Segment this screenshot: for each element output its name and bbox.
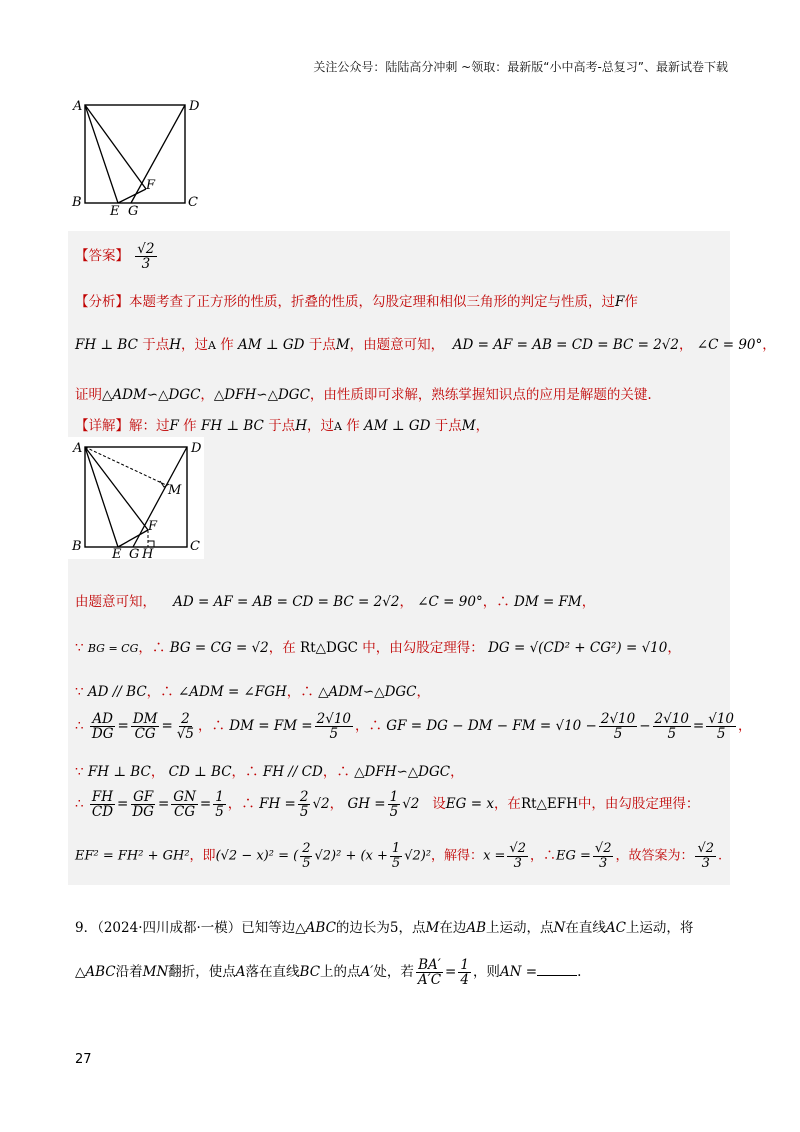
text: ，则 xyxy=(472,964,500,981)
text: 上运动，点 xyxy=(486,920,554,936)
fraction: $\frac{AD}{DG}$ xyxy=(91,711,114,743)
math: √2)² + (x + xyxy=(314,848,388,864)
math: = xyxy=(445,964,457,981)
math-fh-perp-bc: FH ⊥ BC xyxy=(75,337,138,353)
math: GF = DG − DM − FM = √10 − xyxy=(386,718,597,735)
detail-tag: 【详解】 xyxy=(75,418,129,434)
math: = xyxy=(117,796,129,813)
square-figure-2 xyxy=(68,437,204,559)
text: ，即 xyxy=(189,848,216,864)
text: ，∴ xyxy=(231,764,259,780)
math: EF² = FH² + GH² xyxy=(75,848,190,864)
step-4 xyxy=(75,712,752,741)
text: 作 xyxy=(346,418,360,434)
fraction: $\frac{√2}{3}$ xyxy=(509,841,526,871)
var-A: A xyxy=(208,339,216,352)
text: ，∴ xyxy=(138,640,166,656)
fraction: $\frac{FH}{CD}$ xyxy=(91,789,114,821)
answer-blank[interactable] xyxy=(537,975,577,976)
math: A xyxy=(235,964,246,981)
label-D: D xyxy=(191,441,202,456)
var-F: F xyxy=(169,418,179,434)
math: DM = FM = xyxy=(229,718,313,735)
math: = xyxy=(157,796,170,813)
var-H: H xyxy=(169,337,181,353)
math: A′ xyxy=(360,964,374,981)
label-M: M xyxy=(168,483,182,498)
math: ∠ADM = ∠FGH xyxy=(177,684,287,700)
step-3 xyxy=(75,680,430,700)
text: ，∴ xyxy=(482,594,510,610)
fraction: $\frac{2}{√5}$ xyxy=(176,711,194,743)
text: ，∴ xyxy=(355,718,382,735)
fraction: $\frac{1}{5}$ xyxy=(391,841,401,871)
analysis-text-3: ，由性质即可求解，熟练掌握知识点的应用是解题的关键. xyxy=(309,387,652,403)
label-E: E xyxy=(110,204,120,217)
math: EG = x xyxy=(445,796,494,813)
var-M: M xyxy=(335,337,350,353)
analysis-text-1-end: 作 xyxy=(624,294,638,310)
math: = xyxy=(692,718,705,735)
fraction: $\frac{2√10}{5}$ xyxy=(600,711,636,743)
page-header: 关注公众号：陆陆高分冲刺 ~领取：最新版“小中高考-总复习”、最新试卷下载 xyxy=(313,60,728,74)
text: 落在直线 xyxy=(245,964,300,981)
math: △DFH∽△DGC xyxy=(354,764,451,780)
math: = xyxy=(117,718,129,735)
question-9-line-1 xyxy=(75,916,693,936)
text: 在直线 xyxy=(565,920,606,936)
math-angle-c: ∠C = 90° xyxy=(696,337,763,353)
math: △ABC xyxy=(295,920,336,936)
math: DM = FM xyxy=(514,594,582,610)
answer-line xyxy=(75,242,159,271)
math: EG = xyxy=(556,848,591,864)
text: ∵ xyxy=(75,640,84,656)
detail-intro xyxy=(75,414,489,434)
math: DG = √(CD² + CG²) = √10 xyxy=(488,640,668,656)
text: 上的点 xyxy=(320,964,361,981)
question-9-line-2 xyxy=(75,958,581,987)
text: 于点 xyxy=(434,418,462,434)
fraction: $\frac{√2}{3}$ xyxy=(697,841,715,871)
math: △ABC xyxy=(75,964,116,981)
label-A: A xyxy=(73,441,83,456)
math: √2)² xyxy=(404,848,432,864)
text: ， xyxy=(581,594,596,610)
text: ，故答案为： xyxy=(615,848,694,864)
fraction: $\frac{2}{5}$ xyxy=(299,789,309,821)
text: 于点 xyxy=(268,418,296,434)
text-known: ，由题意可知， xyxy=(349,337,445,353)
text: ， xyxy=(738,718,752,735)
text: ， xyxy=(150,764,165,780)
label-A: A xyxy=(73,99,83,114)
text: ， xyxy=(329,796,344,813)
text: ，∴ xyxy=(322,764,350,780)
step-5 xyxy=(75,760,464,780)
label-E: E xyxy=(112,547,122,559)
text: 处，若 xyxy=(373,964,414,981)
math: FH // CD xyxy=(262,764,323,780)
text: 作 xyxy=(183,418,197,434)
text: ，∴ xyxy=(146,684,174,700)
text-at-point-2: 于点 xyxy=(308,337,336,353)
text: 由题意可知， xyxy=(75,594,156,610)
square-figure-1 xyxy=(68,97,204,217)
text: 沿着 xyxy=(115,964,143,981)
text: 中，由勾股定理得： xyxy=(577,796,700,813)
analysis-text-1: 本题考查了正方形的性质，折叠的性质，勾股定理和相似三角形的判定与性质，过 xyxy=(129,294,615,310)
comma: ， xyxy=(200,387,214,403)
math: BG = CG = √2 xyxy=(169,640,269,656)
text: ，∴ xyxy=(286,684,314,700)
label-H: H xyxy=(142,547,154,559)
math-am-perp-gd: AM ⊥ GD xyxy=(238,337,305,353)
math: − xyxy=(639,718,651,735)
fraction: $\frac{1}{5}$ xyxy=(389,789,399,821)
step-6 xyxy=(75,790,699,819)
math: ∠C = 90° xyxy=(417,594,483,610)
text: 翻折，使点 xyxy=(168,964,236,981)
math: = xyxy=(199,796,212,813)
text: ， xyxy=(416,684,431,700)
label-G: G xyxy=(129,547,140,559)
math: Rt△EFH xyxy=(520,796,578,813)
label-D: D xyxy=(189,99,200,114)
text: ， xyxy=(450,764,464,780)
answer-fraction: $\frac{√2}{3}$ xyxy=(137,241,155,273)
comma: ， xyxy=(679,337,693,353)
text: 9．（2024·四川成都·一模）已知等边 xyxy=(75,920,296,936)
text: ∴ xyxy=(75,796,84,813)
math: AD = AF = AB = CD = BC = 2√2 xyxy=(173,594,400,610)
var-H: H xyxy=(295,418,307,434)
math-similar-1: △ADM∽△DGC xyxy=(102,387,201,403)
text: ，∴ xyxy=(227,796,255,813)
math: AB xyxy=(466,920,487,936)
text: 在边 xyxy=(439,920,467,936)
math: √2 xyxy=(402,796,420,813)
math-equal-sides: AD = AF = AB = CD = BC = 2√2 xyxy=(452,337,679,353)
text: 解：过 xyxy=(129,418,170,434)
math: N xyxy=(553,920,566,936)
text: . xyxy=(718,848,723,864)
step-1 xyxy=(75,590,595,610)
label-F: F xyxy=(146,178,156,193)
text: 设 xyxy=(432,796,446,813)
math: = xyxy=(161,718,173,735)
math: AC xyxy=(605,920,626,936)
analysis-tag: 【分析】 xyxy=(75,294,129,310)
math: x = xyxy=(483,848,506,864)
var-A: A xyxy=(333,420,342,433)
text: 上运动，将 xyxy=(625,920,694,936)
text: ，解得： xyxy=(431,848,484,864)
text: ∵ xyxy=(75,684,84,700)
page-number: 27 xyxy=(75,1052,92,1067)
label-B: B xyxy=(72,539,82,554)
math: √2 xyxy=(312,796,330,813)
text: ∴ xyxy=(75,718,84,735)
math: BG = CG xyxy=(87,642,139,655)
fraction: $\frac{BA'}{A'C}$ xyxy=(417,957,442,989)
math: GH = xyxy=(347,796,386,813)
text: 中，由勾股定理得： xyxy=(362,640,484,656)
text-prove: 证明 xyxy=(75,387,102,403)
fraction: $\frac{1}{4}$ xyxy=(460,957,469,989)
fraction: $\frac{√10}{5}$ xyxy=(708,711,735,743)
math-am-perp-gd: AM ⊥ GD xyxy=(364,418,431,434)
fraction: $\frac{DM}{CG}$ xyxy=(132,711,158,743)
math: MN xyxy=(142,964,169,981)
text: ， xyxy=(399,594,413,610)
math-fh-perp-bc: FH ⊥ BC xyxy=(200,418,264,434)
text-draw: 作 xyxy=(220,337,234,353)
fraction: $\frac{√2}{3}$ xyxy=(594,841,612,871)
text: ， xyxy=(667,640,681,656)
math: FH ⊥ BC xyxy=(87,764,151,780)
fraction: $\frac{2}{5}$ xyxy=(302,841,311,871)
text: . xyxy=(577,964,582,981)
math: FH = xyxy=(259,796,296,813)
math-similar-2: △DFH∽△DGC xyxy=(213,387,310,403)
answer-tag: 【答案】 xyxy=(75,248,129,265)
text: ∵ xyxy=(75,764,84,780)
fraction: $\frac{2√10}{5}$ xyxy=(654,711,689,743)
math: △ADM∽△DGC xyxy=(318,684,417,700)
analysis-line-1 xyxy=(75,290,638,310)
var-M: M xyxy=(461,418,476,434)
fraction: $\frac{1}{5}$ xyxy=(215,789,224,821)
math: AN = xyxy=(499,964,538,981)
label-F: F xyxy=(148,519,158,534)
step-7 xyxy=(75,842,722,870)
text-through: ，过 xyxy=(181,337,208,353)
var-F: F xyxy=(615,294,625,310)
label-G: G xyxy=(128,204,139,217)
text: ，在 xyxy=(268,640,296,656)
math: CD ⊥ BC xyxy=(168,764,232,780)
text: ，在 xyxy=(493,796,521,813)
fraction: $\frac{GN}{CG}$ xyxy=(173,789,196,821)
label-B: B xyxy=(72,195,82,210)
step-2 xyxy=(75,636,681,656)
text: 的边长为5，点 xyxy=(335,920,426,936)
math: (√2 − x)² = ( xyxy=(215,848,299,864)
comma: ， xyxy=(762,337,776,353)
text: ，过 xyxy=(306,418,334,434)
math: Rt△DGC xyxy=(300,640,358,656)
analysis-line-3 xyxy=(75,383,652,403)
analysis-line-2 xyxy=(75,333,776,353)
math: BC xyxy=(299,964,321,981)
text: ，∴ xyxy=(529,848,556,864)
math: AD // BC xyxy=(87,684,147,700)
fraction: $\frac{2√10}{5}$ xyxy=(316,711,351,743)
fraction: $\frac{GF}{DG}$ xyxy=(132,789,154,821)
text: ，∴ xyxy=(197,718,225,735)
label-C: C xyxy=(190,539,200,554)
math: M xyxy=(425,920,440,936)
text: ， xyxy=(475,418,490,434)
text-at-point: 于点 xyxy=(142,337,170,353)
label-C: C xyxy=(188,195,198,210)
